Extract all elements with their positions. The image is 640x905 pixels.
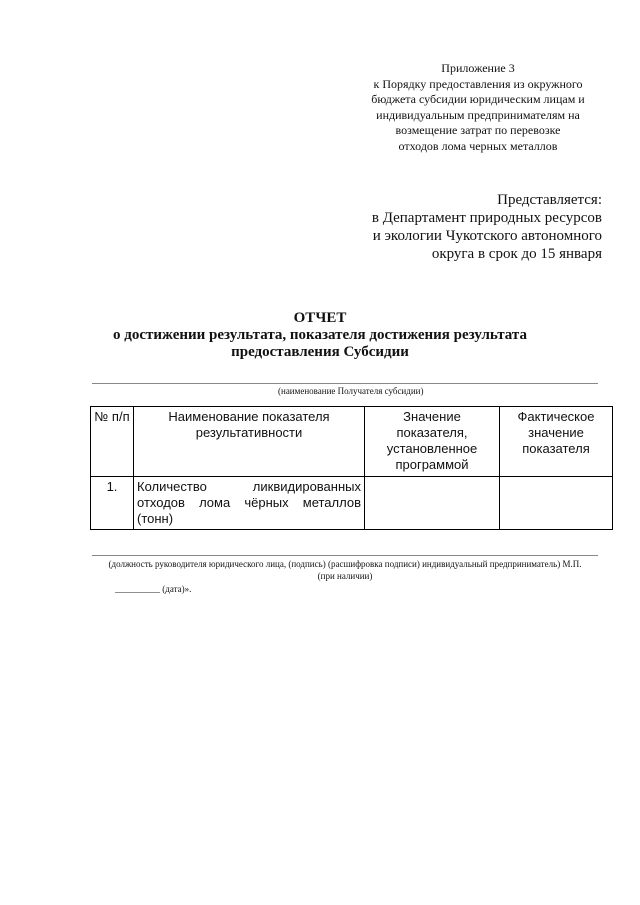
submission-line: округа в срок до 15 января [431, 246, 602, 262]
table-header-row [91, 407, 613, 477]
row-num: 1. [91, 477, 134, 530]
appendix-line: индивидуальным предпринимателям на [376, 107, 580, 122]
report-heading: ОТЧЕТ [293, 310, 347, 326]
report-subtitle-line: предоставления Субсидии [231, 344, 409, 360]
header-num: № п/п [91, 407, 134, 477]
appendix-header [340, 61, 616, 154]
header-name: Наименование показателя результативности [134, 407, 365, 477]
submission-line: в Департамент природных ресурсов [371, 210, 602, 226]
submission-block [372, 191, 602, 263]
submission-line: и экологии Чукотского автономного [372, 228, 602, 244]
date-line: __________ (дата)». [115, 584, 192, 594]
appendix-line: Приложение 3 [441, 61, 515, 75]
report-title [0, 310, 640, 361]
signature-caption: (должность руководителя юридического лица, (подпись) (расшифровка подписи) индивидуальный предприниматель) М.П. (при наличии) [108, 559, 582, 581]
appendix-line: бюджета субсидии юридическим лицам и [371, 92, 585, 106]
report-table [90, 406, 613, 530]
report-subtitle-line: о достижении результата, показателя достижения результата [113, 327, 527, 343]
table-row [91, 477, 613, 530]
header-planned: Значение показателя, установленное программой [365, 407, 500, 477]
appendix-line: к Порядку предоставления из окружного [373, 76, 583, 91]
appendix-line: возмещение затрат по перевозке [395, 123, 561, 137]
row-name: Количество ликвидированных отходов лома чёрных металлов (тонн) [134, 477, 365, 530]
signature-underline [92, 555, 598, 556]
recipient-underline [92, 383, 598, 384]
row-actual [500, 477, 613, 530]
header-actual: Фактическое значение показателя [500, 407, 613, 477]
appendix-line: отходов лома черных металлов [398, 138, 558, 153]
recipient-caption: (наименование Получателя субсидии) [278, 386, 424, 396]
submission-line: Представляется: [497, 192, 602, 208]
row-planned [365, 477, 500, 530]
